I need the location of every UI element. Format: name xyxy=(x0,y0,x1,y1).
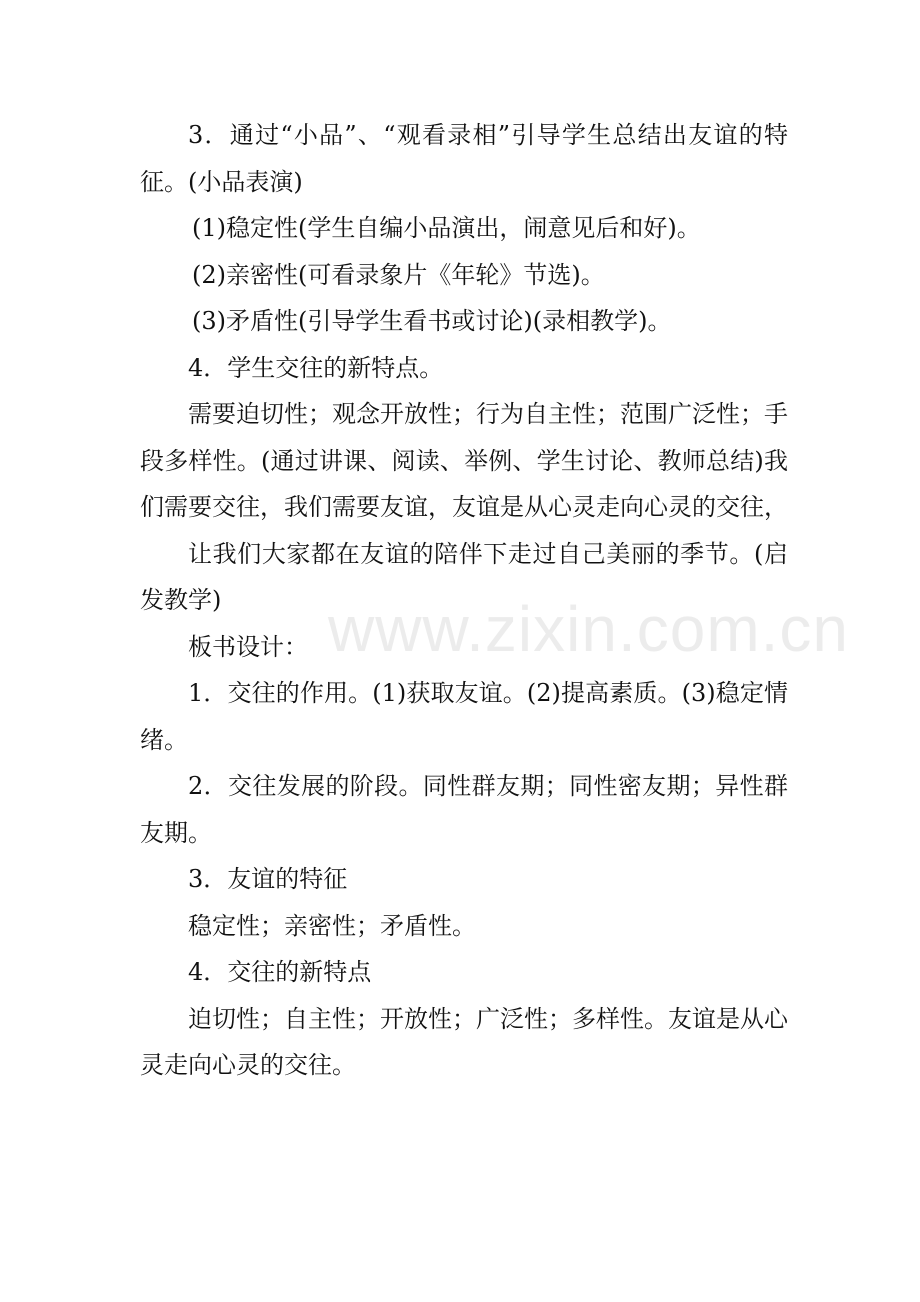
paragraph-board-design-heading: 板书设计： xyxy=(188,632,308,661)
paragraph-board-item-3-detail: 稳定性；亲密性；矛盾性。 xyxy=(188,911,476,940)
paragraph-friendship-features-intro: 3．通过“小品”、“观看录相”引导学生总结出友谊的特征。(小品表演) xyxy=(140,121,788,196)
watermark: www.zixin.com.cn xyxy=(328,593,849,665)
paragraph-new-features-body: 需要迫切性；观念开放性；行为自主性；范围广泛性；手段多样性。(通过讲课、阅读、举例、学生讨论、教师总结)我们需要交往，我们需要友谊，友谊是从心灵走向心灵的交往， xyxy=(140,400,788,521)
paragraph-board-item-4: 4．交往的新特点 xyxy=(188,958,372,986)
paragraph-intimacy: (2)亲密性(可看录象片《年轮》节选)。 xyxy=(192,260,605,289)
paragraph-closing: 让我们大家都在友谊的陪伴下走过自己美丽的季节。(启发教学) xyxy=(140,539,788,614)
paragraph-board-item-3: 3．友谊的特征 xyxy=(188,865,348,893)
document-body xyxy=(140,112,788,1089)
paragraph-board-item-1: 1．交往的作用。(1)获取友谊。(2)提高素质。(3)稳定情绪。 xyxy=(140,679,788,754)
paragraph-contradiction: (3)矛盾性(引导学生看书或讨论)(录相教学)。 xyxy=(192,307,672,335)
paragraph-board-item-2: 2．交往发展的阶段。同性群友期；同性密友期；异性群友期。 xyxy=(140,772,788,847)
paragraph-new-features-heading: 4．学生交往的新特点。 xyxy=(188,353,444,382)
paragraph-stability: (1)稳定性(学生自编小品演出，闹意见后和好)。 xyxy=(192,214,701,242)
paragraph-board-item-4-detail: 迫切性；自主性；开放性；广泛性；多样性。友谊是从心灵走向心灵的交往。 xyxy=(140,1004,788,1079)
